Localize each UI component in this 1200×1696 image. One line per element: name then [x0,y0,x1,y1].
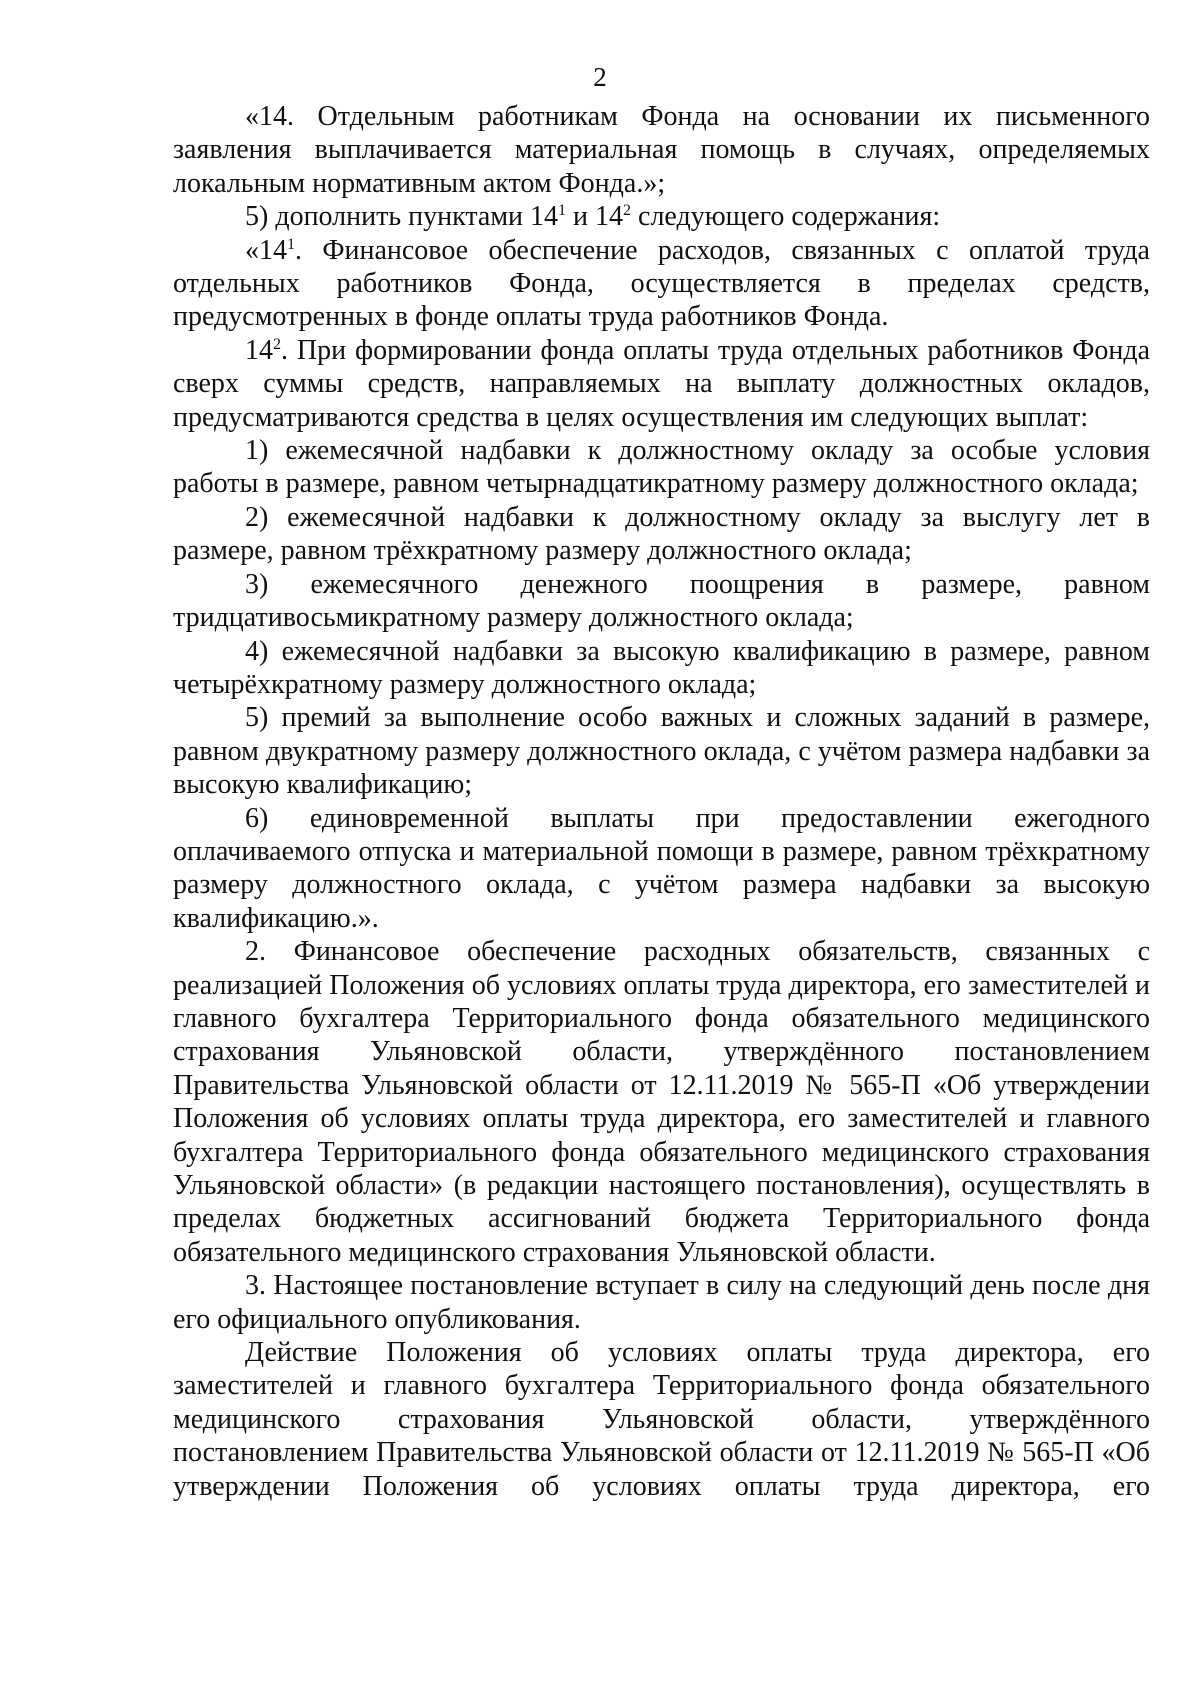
paragraph-action: Действие Положения об условиях оплаты труда директора, его заместителей и главного бухгалтера Территориального фонда обязательного медицинского страхования Ульяновской области, утверждённого постановлением Правительства Ульяновской области от 12.11.2019 № 565-П «Об утверждении Положения об условиях оплаты труда директора, его [173,1337,1150,1502]
section-3: 3. Настоящее постановление вступает в силу на следующий день после дня его официального опубликования. [173,1270,1150,1335]
list-item-3: 3) ежемесячного денежного поощрения в размере, равном тридцативосьмикратному размеру должностного оклада; [173,568,1150,634]
list-item-1: 1) ежемесячной надбавки к должностному окладу за особые условия работы в размере, равном четырнадцатикратному размеру должностного оклада; [173,435,1150,500]
page-number: 2 [593,62,607,92]
paragraph-amendment-5: 5) дополнить пунктами $14^1$ и $14^2$ следующего содержания: [245,201,941,233]
section-2: 2. Финансовое обеспечение расходных обязательств, связанных с реализацией Положения об условиях оплаты труда директора, его заместителей и главного бухгалтера Территориального фонда обязательного медицинского страхования Ульяновской области, утверждённого постановлением Правительства Ульяновской области от 12.11.2019 № 565-П «Об утверждении Положения об условиях оплаты труда директора, его заместителей и главного бухгалтера Территориального фонда обязательного медицинского страхования Ульяновской области» (в редакции настоящего постановления), осуществлять в пределах бюджетных ассигнований бюджета Территориального фонда обязательного медицинского страхования Ульяновской области. [173,936,1150,1268]
list-item-4: 4) ежемесячной надбавки за высокую квалификацию в размере, равном четырёхкратному размеру должностного оклада; [173,635,1150,700]
paragraph-14-2: $14^2$. При формировании фонда оплаты труда отдельных работников Фонда сверх суммы средств, направляемых на выплату должностных окладов, предусматриваются средства в целях осуществления им следующих выплат: [173,334,1150,433]
list-item-5: 5) премий за выполнение особо важных и сложных заданий в размере, равном двукратному размеру должностного оклада, с учётом размера надбавки за высокую квалификацию; [173,702,1150,801]
paragraph-14: «14. Отдельным работникам Фонда на основании их письменного заявления выплачивается материальная помощь в случаях, определяемых локальным нормативным актом Фонда.»; [173,101,1150,199]
list-item-6: 6) единовременной выплаты при предоставлении ежегодного оплачиваемого отпуска и материальной помощи в размере, равном трёхкратному размеру должностного оклада, с учётом размера надбавки за высокую квалификацию.». [173,802,1150,934]
document-body [173,100,1150,1503]
paragraph-14-1: «$14^1$. Финансовое обеспечение расходов, связанных с оплатой труда отдельных работников Фонда, осуществляется в пределах средств, предусмотренных в фонде оплаты труда работников Фонда. [173,234,1150,333]
list-item-2: 2) ежемесячной надбавки к должностному окладу за выслугу лет в размере, равном трёхкратному размеру должностного оклада; [173,501,1150,567]
